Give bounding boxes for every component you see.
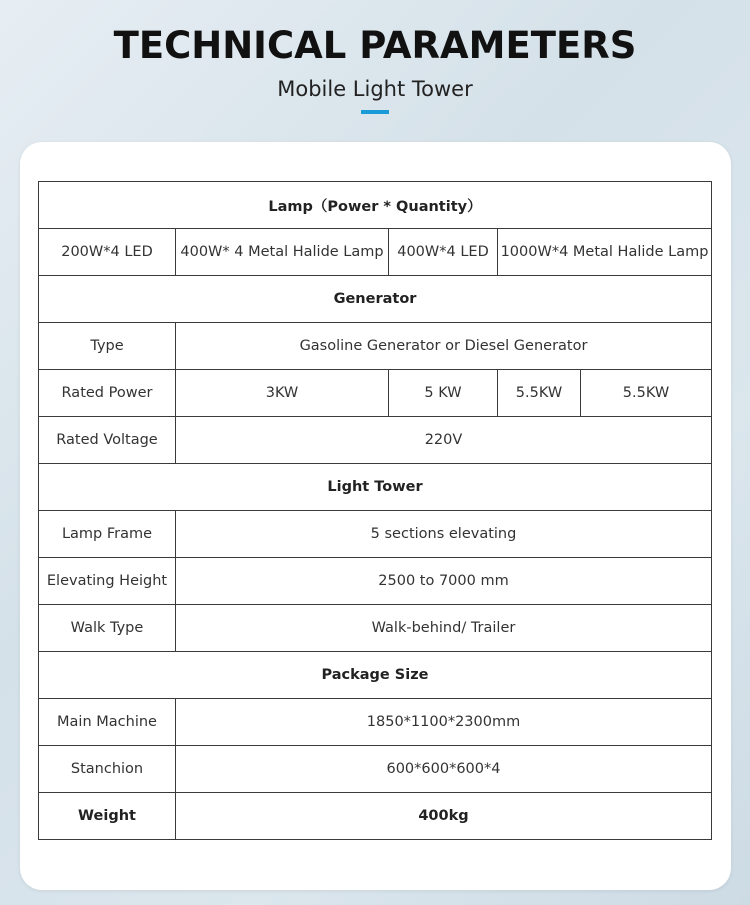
lamp-frame-value: 5 sections elevating — [176, 511, 712, 558]
spec-table — [38, 181, 712, 840]
elevating-height-value: 2500 to 7000 mm — [176, 558, 712, 605]
page-title: TECHNICAL PARAMETERS — [113, 24, 637, 67]
section-generator: Generator — [39, 276, 712, 323]
type-value: Gasoline Generator or Diesel Generator — [176, 323, 712, 370]
section-light-tower: Light Tower — [39, 464, 712, 511]
table-row-weight — [39, 793, 712, 840]
main-machine-value: 1850*1100*2300mm — [176, 699, 712, 746]
rated-power-value-1: 3KW — [176, 370, 389, 417]
table-row-rated-voltage — [39, 417, 712, 464]
table-row-elevating-height — [39, 558, 712, 605]
main-machine-label: Main Machine — [39, 699, 176, 746]
weight-label: Weight — [39, 793, 176, 840]
lamp-option-3: 400W*4 LED — [389, 229, 498, 276]
lamp-option-2: 400W* 4 Metal Halide Lamp — [176, 229, 389, 276]
rated-voltage-value: 220V — [176, 417, 712, 464]
stanchion-value: 600*600*600*4 — [176, 746, 712, 793]
walk-type-value: Walk-behind/ Trailer — [176, 605, 712, 652]
lamp-option-4: 1000W*4 Metal Halide Lamp — [498, 229, 712, 276]
rated-power-value-4: 5.5KW — [581, 370, 712, 417]
table-row-walk-type — [39, 605, 712, 652]
table-row-lamp-options — [39, 229, 712, 276]
table-row-rated-power — [39, 370, 712, 417]
page-subtitle: Mobile Light Tower — [277, 77, 473, 101]
table-row-type — [39, 323, 712, 370]
walk-type-label: Walk Type — [39, 605, 176, 652]
weight-value: 400kg — [176, 793, 712, 840]
section-package-size: Package Size — [39, 652, 712, 699]
table-row-lamp-frame — [39, 511, 712, 558]
table-row-package-header — [39, 652, 712, 699]
table-row-light-tower-header — [39, 464, 712, 511]
section-lamp: Lamp（Power * Quantity） — [39, 182, 712, 229]
rated-power-value-3: 5.5KW — [498, 370, 581, 417]
rated-voltage-label: Rated Voltage — [39, 417, 176, 464]
title-accent-bar — [361, 110, 389, 114]
type-label: Type — [39, 323, 176, 370]
table-row-main-machine — [39, 699, 712, 746]
rated-power-label: Rated Power — [39, 370, 176, 417]
lamp-frame-label: Lamp Frame — [39, 511, 176, 558]
elevating-height-label: Elevating Height — [39, 558, 176, 605]
stanchion-label: Stanchion — [39, 746, 176, 793]
lamp-option-1: 200W*4 LED — [39, 229, 176, 276]
table-row-generator-header — [39, 276, 712, 323]
table-row-stanchion — [39, 746, 712, 793]
table-row-lamp-header — [39, 182, 712, 229]
rated-power-value-2: 5 KW — [389, 370, 498, 417]
